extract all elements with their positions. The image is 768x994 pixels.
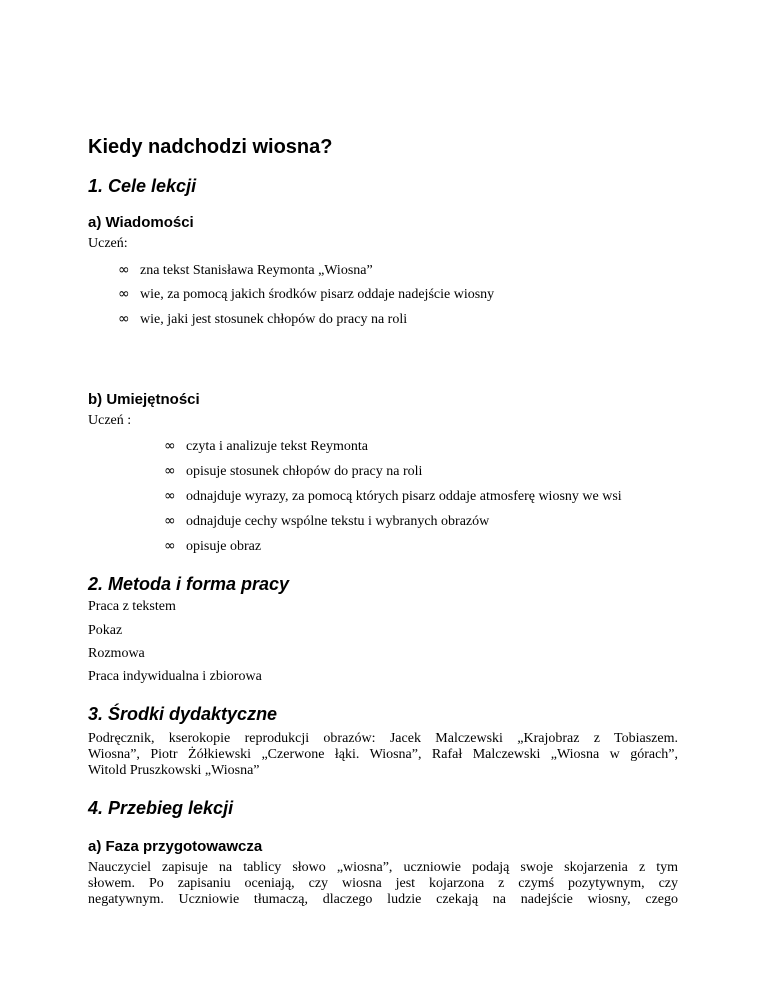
section-heading-method: 2. Metoda i forma pracy [88, 574, 290, 594]
infinity-bullet-icon: ∞ [164, 463, 176, 479]
infinity-bullet-icon: ∞ [164, 538, 176, 554]
section-heading-means: 3. Środki dydaktyczne [88, 704, 278, 724]
means-paragraph [88, 731, 678, 779]
method-item: Rozmowa [88, 646, 145, 661]
infinity-bullet-icon: ∞ [164, 438, 176, 454]
list-item [164, 488, 622, 505]
subsection-heading-skills: b) Umiejętności [88, 391, 200, 408]
list-item [118, 311, 407, 328]
list-item-text: wie, za pomocą jakich środków pisarz oddaje nadejście wiosny [140, 287, 495, 302]
paragraph-line: negatywnym. Uczniowie tłumaczą, dlaczego ludzie czekają na nadejście wiosny, czego [88, 892, 678, 907]
list-item [118, 262, 373, 279]
method-item: Pokaz [88, 623, 123, 638]
paragraph-line: Wiosna”, Piotr Żółkiewski „Czerwone łąki. Wiosna”, Rafał Malczewski „Wiosna w górach”, [88, 747, 678, 762]
prep-paragraph [88, 860, 678, 908]
list-item-text: czyta i analizuje tekst Reymonta [186, 439, 368, 454]
infinity-bullet-icon: ∞ [118, 311, 130, 327]
infinity-bullet-icon: ∞ [164, 488, 176, 504]
paragraph-line: Witold Pruszkowski „Wiosna” [88, 763, 260, 778]
skills-lead: Uczeń : [88, 413, 132, 428]
paragraph-line: Podręcznik, kserokopie reprodukcji obrazów: Jacek Malczewski „Krajobraz z Tobiaszem. [88, 731, 678, 746]
section-heading-goals: 1. Cele lekcji [88, 176, 197, 196]
method-item: Praca z tekstem [88, 599, 176, 614]
infinity-bullet-icon: ∞ [118, 286, 130, 302]
document-title: Kiedy nadchodzi wiosna? [88, 136, 333, 158]
subsection-heading-prep: a) Faza przygotowawcza [88, 838, 263, 855]
section-heading-course: 4. Przebieg lekcji [88, 798, 234, 818]
list-item-text: wie, jaki jest stosunek chłopów do pracy na roli [140, 312, 408, 327]
list-item [118, 286, 494, 303]
method-item: Praca indywidualna i zbiorowa [88, 669, 262, 684]
list-item-text: odnajduje wyrazy, za pomocą których pisarz oddaje atmosferę wiosny we wsi [186, 489, 622, 504]
list-item-text: opisuje stosunek chłopów do pracy na roli [186, 464, 423, 479]
list-item-text: odnajduje cechy wspólne tekstu i wybranych obrazów [186, 514, 490, 529]
list-item [164, 538, 261, 555]
infinity-bullet-icon: ∞ [164, 513, 176, 529]
paragraph-line: słowem. Po zapisaniu oceniają, czy wiosna jest kojarzona z czymś pozytywnym, czy [88, 876, 678, 891]
list-item [164, 438, 368, 455]
paragraph-line: Nauczyciel zapisuje na tablicy słowo „wiosna”, uczniowie podają swoje skojarzenia z tym [88, 860, 678, 875]
subsection-heading-knowledge: a) Wiadomości [88, 214, 194, 231]
list-item [164, 513, 489, 530]
infinity-bullet-icon: ∞ [118, 262, 130, 278]
list-item [164, 463, 422, 480]
list-item-text: zna tekst Stanisława Reymonta „Wiosna” [140, 263, 373, 278]
list-item-text: opisuje obraz [186, 539, 262, 554]
knowledge-lead: Uczeń: [88, 236, 128, 251]
